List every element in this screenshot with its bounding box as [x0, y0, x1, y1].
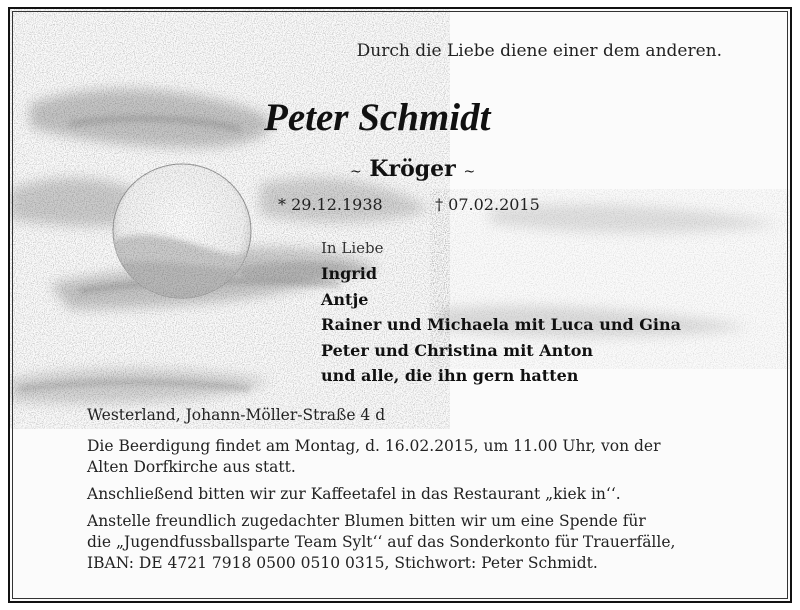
donation-line: die „Jugendfussballsparte Team Sylt‘‘ auf das Sonderkonto für Trauerfälle,: [87, 533, 676, 551]
mourner-line: Antje: [321, 289, 369, 309]
obituary-notice: [8, 7, 792, 603]
birth-name-deco-right: ~: [463, 164, 476, 180]
in-love-label: In Liebe: [321, 239, 384, 257]
birth-name-deco-left: ~: [350, 164, 362, 180]
donation-line: IBAN: DE 4721 7918 0500 0510 0315, Stichwort: Peter Schmidt.: [87, 554, 598, 572]
funeral-line: Alten Dorfkirche aus statt.: [87, 458, 296, 476]
mourner-line: Ingrid: [321, 264, 377, 283]
birth-date: * 29.12.1938: [278, 195, 383, 214]
donation-info: [87, 511, 737, 574]
birth-name-text: Kröger: [369, 156, 456, 182]
mourner-line: Rainer und Michaela mit Luca und Gina: [321, 315, 681, 334]
donation-line: Anstelle freundlich zugedachter Blumen bitten wir um eine Spende für: [87, 512, 646, 530]
reception-info: Anschließend bitten wir zur Kaffeetafel in das Restaurant „kiek in‘‘.: [87, 485, 621, 503]
death-date: † 07.02.2015: [435, 195, 540, 214]
mourners-block: [321, 239, 681, 389]
life-dates: [278, 195, 540, 214]
mourner-line: und alle, die ihn gern hatten: [321, 366, 579, 385]
notice-body: [87, 405, 737, 580]
family-address: Westerland, Johann-Möller-Straße 4 d: [87, 406, 386, 424]
mourner-line: Peter und Christina mit Anton: [321, 340, 594, 360]
motto-verse: Durch die Liebe diene einer dem anderen.: [356, 41, 722, 61]
funeral-line: Die Beerdigung findet am Montag, d. 16.02.2015, um 11.00 Uhr, von der: [87, 437, 661, 455]
birth-name: [350, 156, 475, 182]
funeral-info: [87, 436, 737, 478]
deceased-name: Peter Schmidt: [264, 96, 491, 139]
